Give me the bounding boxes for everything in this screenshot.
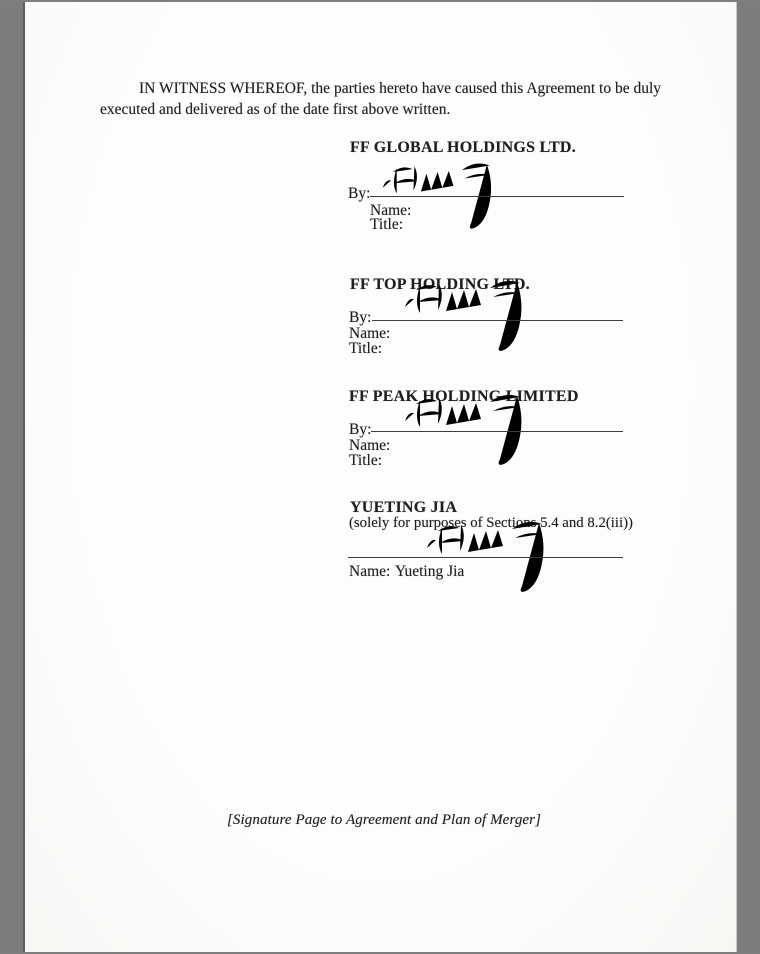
signature-line: [372, 320, 623, 321]
title-label: Title:: [349, 340, 383, 357]
page-right-edge: [736, 0, 737, 954]
signature-scribble: [393, 275, 553, 375]
signatory-heading-ff-peak: FF PEAK HOLDING LIMITED: [349, 388, 579, 405]
signature-line: [370, 196, 624, 197]
signatory-heading-ff-global: FF GLOBAL HOLDINGS LTD.: [350, 139, 576, 156]
signature-line: [348, 557, 623, 558]
signature-page-caption: [Signature Page to Agreement and Plan of Merger]: [227, 812, 542, 828]
signatory-heading-ff-top: FF TOP HOLDING LTD.: [350, 276, 530, 293]
signature-line: [371, 431, 623, 432]
signatory-heading-yueting-jia: YUETING JIA: [350, 499, 458, 516]
viewer-top-strip: [0, 0, 760, 2]
title-label: Title:: [370, 216, 404, 233]
page-left-edge: [23, 0, 25, 954]
viewer-right-margin: [737, 0, 760, 954]
name-label: Name:: [349, 563, 391, 580]
by-label: By:: [348, 185, 371, 202]
name-label: Name:: [370, 202, 412, 219]
viewer-left-margin: [0, 0, 23, 954]
by-label: By:: [349, 309, 372, 326]
signatory-subheading: (solely for purposes of Sections 5.4 and 8.2(iii)): [349, 515, 633, 531]
intro-paragraph-line-2: executed and delivered as of the date first above written.: [100, 101, 451, 118]
name-label: Name:: [349, 437, 391, 454]
signature-scribble: [398, 389, 548, 489]
title-label: Title:: [349, 452, 383, 469]
intro-paragraph-line-1: IN WITNESS WHEREOF, the parties hereto have caused this Agreement to be duly: [139, 80, 662, 97]
name-label: Name:: [349, 325, 391, 342]
name-value: Yueting Jia: [395, 563, 465, 580]
by-label: By:: [349, 421, 372, 438]
